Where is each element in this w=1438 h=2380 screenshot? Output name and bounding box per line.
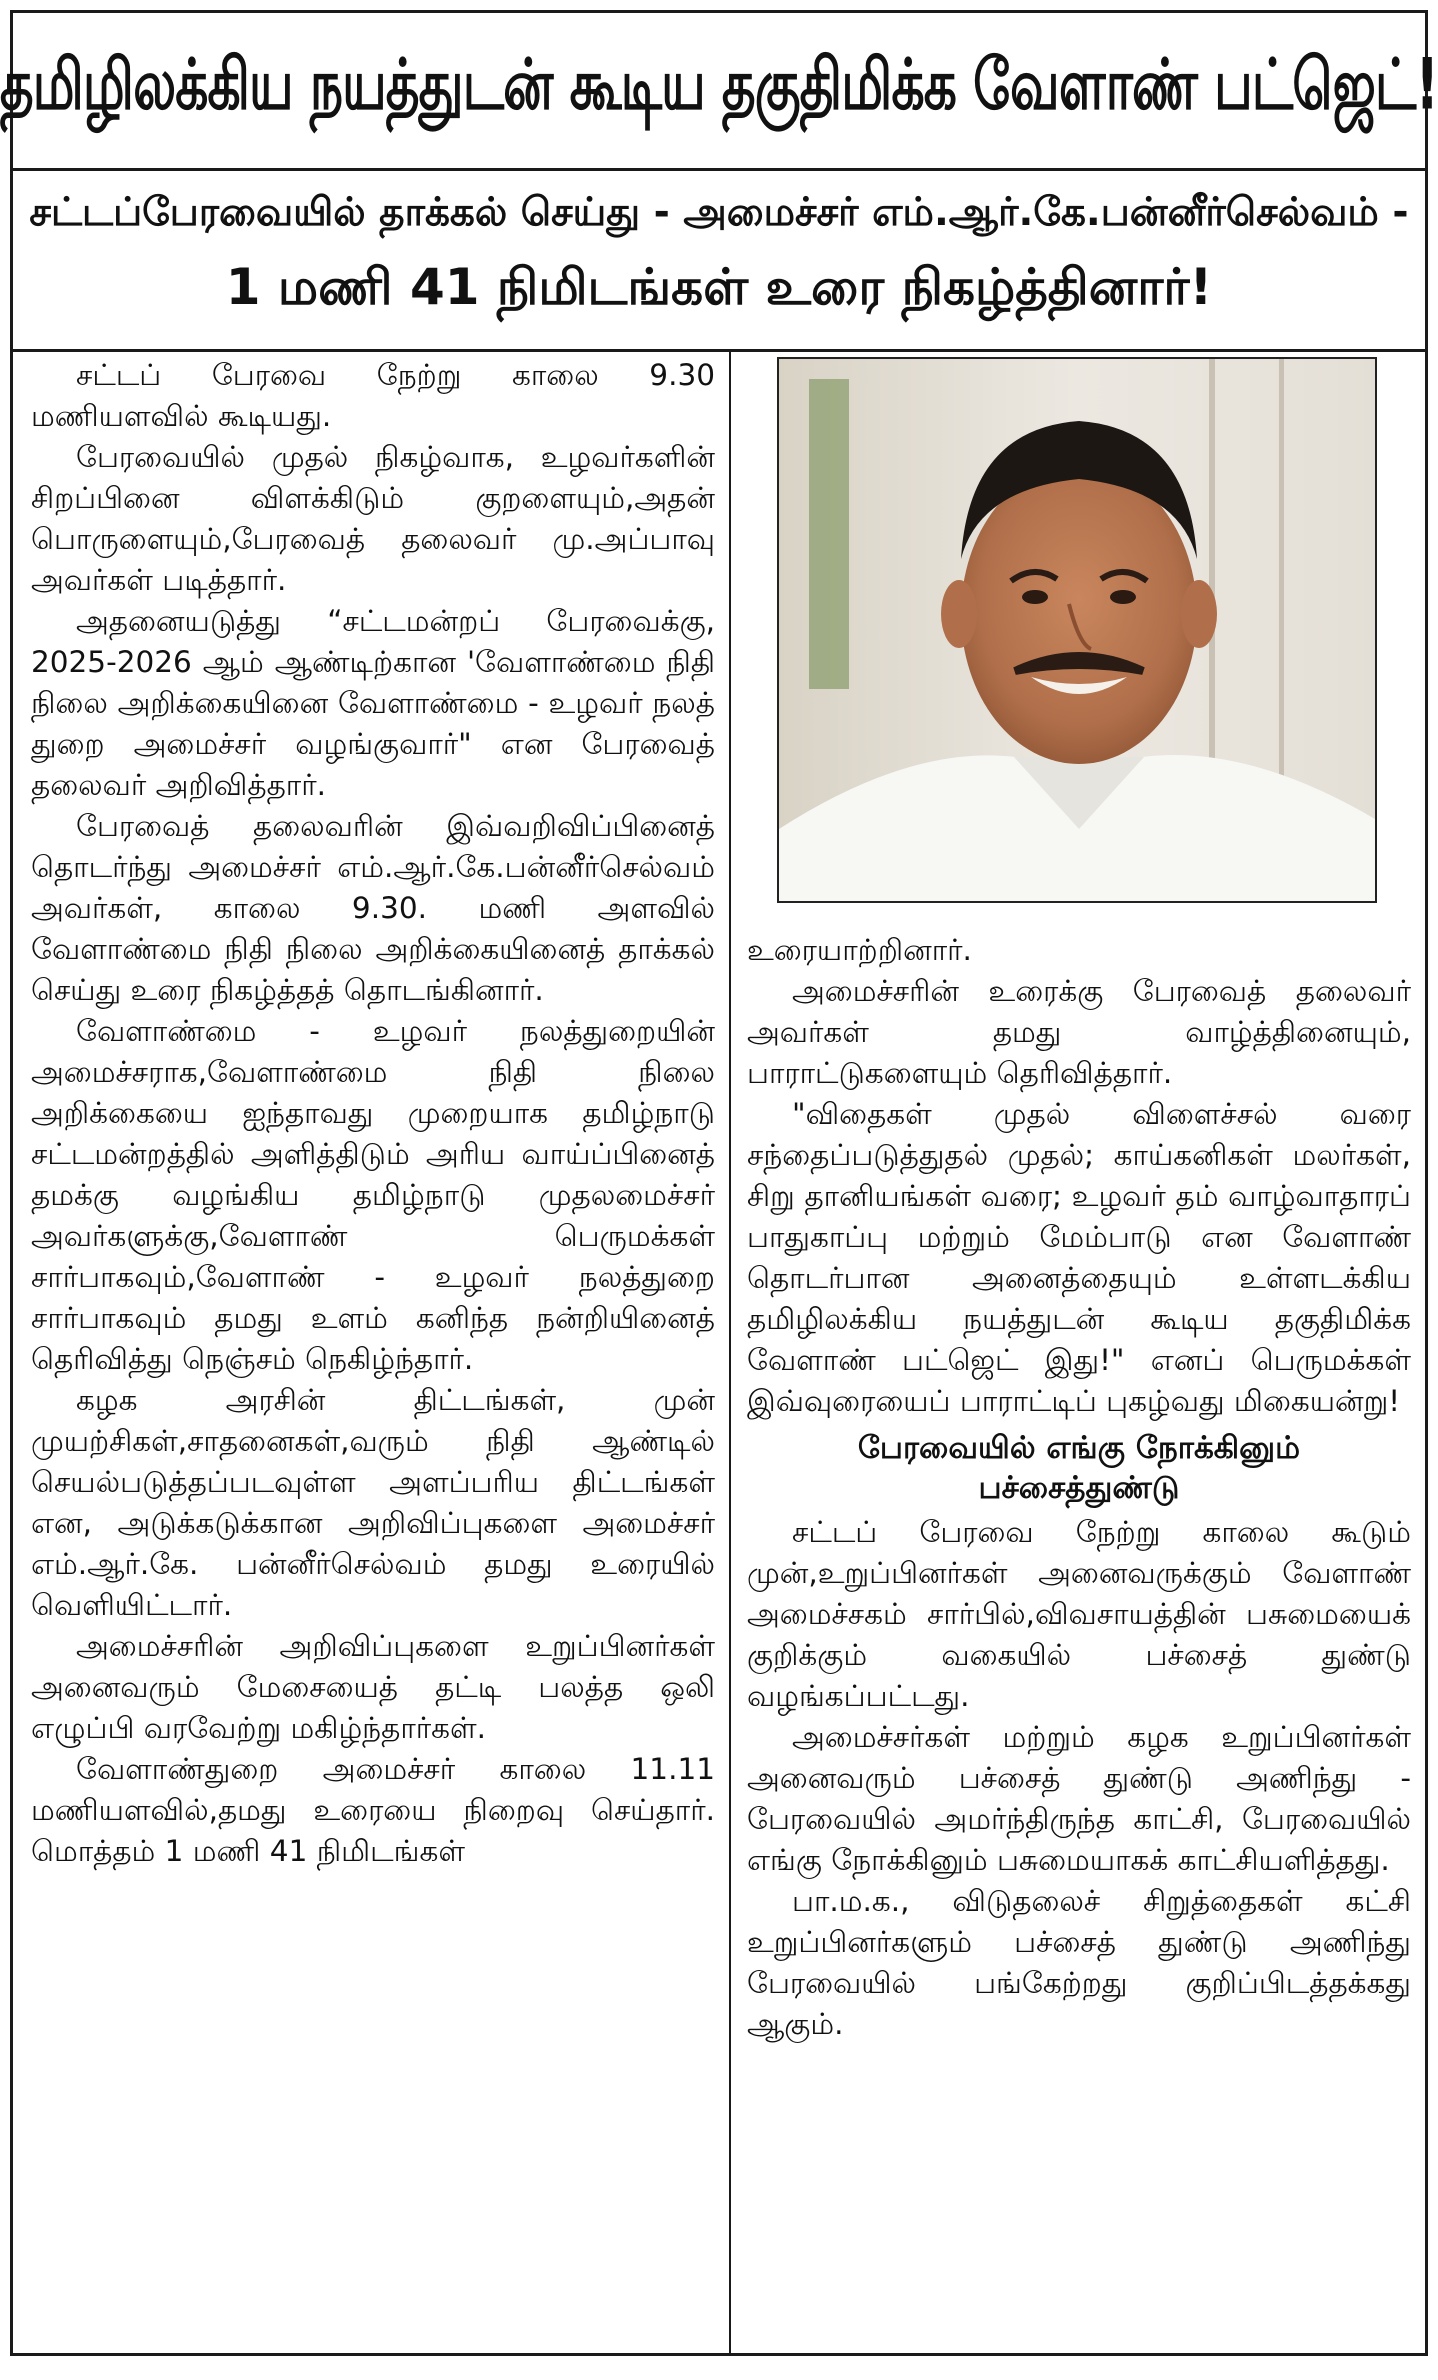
headline: தமிழிலக்கிய நயத்துடன் கூடிய தகுதிமிக்க வேளாண் பட்ஜெட்! xyxy=(0,45,1438,127)
subheadline-line-2: 1 மணி 41 நிமிடங்கள் உரை நிகழ்த்தினார்! xyxy=(225,258,1213,316)
minister-photo xyxy=(777,357,1377,903)
paragraph: வேளாண்துறை அமைச்சர் காலை 11.11 மணியளவில்,தமது உரையை நிறைவு செய்தார். மொத்தம் 1 மணி 41 நிமிடங்கள் xyxy=(31,1752,715,1868)
subheadline-line-1: சட்டப்பேரவையில் தாக்கல் செய்து - அமைச்சர் எம்.ஆர்.கே.பன்னீர்செல்வம் - xyxy=(29,190,1409,235)
paragraph: வேளாண்மை - உழவர் நலத்துறையின் அமைச்சராக,வேளாண்மை நிதி நிலை அறிக்கையை ஐந்தாவது முறையாக தமிழ்நாடு சட்டமன்றத்தில் அளித்திடும் அரிய வாய்ப்பினைத் தமக்கு வழங்கிய தமிழ்நாடு முதலமைச்சர் அவர்களுக்கு,வேளாண் பெருமக்கள் சார்பாகவும்,வேளாண் - உழவர் நலத்துறை சார்பாகவும் தமது உளம் கனிந்த நன்றியினைத் தெரிவித்து நெஞ்சம் நெகிழ்ந்தார். xyxy=(31,1014,715,1376)
paragraph: உரையாற்றினார். xyxy=(747,933,972,967)
paragraph: பேரவையில் முதல் நிகழ்வாக, உழவர்களின் சிறப்பினை விளக்கிடும் குறளையும்,அதன் பொருளையும்,பேரவைத் தலைவர் மு.அப்பாவு அவர்கள் படித்தார். xyxy=(31,440,715,597)
left-column xyxy=(31,355,715,1872)
headline-banner xyxy=(0,13,1438,171)
paragraph: "விதைகள் முதல் விளைச்சல் வரை சந்தைப்படுத்துதல் முதல்; காய்கனிகள் மலர்கள், சிறு தானியங்கள் வரை; உழவர் தம் வாழ்வாதாரப் பாதுகாப்பு மற்றும் மேம்பாடு என வேளாண் தொடர்பான அனைத்தையும் உள்ளடக்கிய தமிழிலக்கிய நயத்துடன் கூடிய தகுதிமிக்க வேளாண் பட்ஜெட் இது!" எனப் பெருமக்கள் இவ்வுரையைப் பாராட்டிப் புகழ்வது மிகையன்று! xyxy=(747,1097,1411,1418)
subheading-line-2: பச்சைத்துண்டு xyxy=(978,1470,1180,1506)
portrait-illustration xyxy=(779,359,1375,901)
paragraph: கழக அரசின் திட்டங்கள், முன் முயற்சிகள்,சாதனைகள்,வரும் நிதி ஆண்டில் செயல்படுத்தப்படவுள்ள அளப்பரிய திட்டங்கள் என, அடுக்கடுக்கான அறிவிப்புகளை அமைச்சர் எம்.ஆர்.கே. பன்னீர்செல்வம் தமது உரையில் வெளியிட்டார். xyxy=(31,1383,715,1622)
column-divider xyxy=(729,351,731,2356)
paragraph: பேரவைத் தலைவரின் இவ்வறிவிப்பினைத் தொடர்ந்து அமைச்சர் எம்.ஆர்.கே.பன்னீர்செல்வம் அவர்கள், காலை 9.30. மணி அளவில் வேளாண்மை நிதி நிலை அறிக்கையினைத் தாக்கல் செய்து உரை நிகழ்த்தத் தொடங்கினார். xyxy=(31,809,715,1007)
newspaper-clipping xyxy=(0,10,1438,2356)
paragraph: பா.ம.க., விடுதலைச் சிறுத்தைகள் கட்சி உறுப்பினர்களும் பச்சைத் துண்டு அணிந்து பேரவையில் பங்கேற்றது குறிப்பிடத்தக்கது ஆகும். xyxy=(747,1884,1411,2041)
right-column xyxy=(747,930,1411,2045)
paragraph: சட்டப் பேரவை நேற்று காலை 9.30 மணியளவில் கூடியது. xyxy=(31,358,715,433)
paragraph: சட்டப் பேரவை நேற்று காலை கூடும் முன்,உறுப்பினர்கள் அனைவருக்கும் வேளாண் அமைச்சகம் சார்பில்,விவசாயத்தின் பசுமையைக் குறிக்கும் வகையில் பச்சைத் துண்டு வழங்கப்பட்டது. xyxy=(747,1515,1411,1713)
section-subheading xyxy=(747,1428,1411,1508)
paragraph: அமைச்சர்கள் மற்றும் கழக உறுப்பினர்கள் அனைவரும் பச்சைத் துண்டு அணிந்து - பேரவையில் அமர்ந்திருந்த காட்சி, பேரவையில் எங்கு நோக்கினும் பசுமையாகக் காட்சியளித்தது. xyxy=(747,1720,1411,1877)
subheading-line-1: பேரவையில் எங்கு நோக்கினும் xyxy=(857,1430,1301,1466)
paragraph: அமைச்சரின் உரைக்கு பேரவைத் தலைவர் அவர்கள் தமது வாழ்த்தினையும், பாராட்டுகளையும் தெரிவித்தார். xyxy=(747,974,1411,1090)
subheadline-block xyxy=(13,171,1425,352)
paragraph: அமைச்சரின் அறிவிப்புகளை உறுப்பினர்கள் அனைவரும் மேசையைத் தட்டி பலத்த ஒலி எழுப்பி வரவேற்று மகிழ்ந்தார்கள். xyxy=(31,1629,715,1745)
paragraph: அதனையடுத்து “சட்டமன்றப் பேரவைக்கு, 2025-2026 ஆம் ஆண்டிற்கான 'வேளாண்மை நிதி நிலை அறிக்கையினை வேளாண்மை - உழவர் நலத் துறை அமைச்சர் வழங்குவார்" என பேரவைத் தலைவர் அறிவித்தார். xyxy=(31,604,715,802)
